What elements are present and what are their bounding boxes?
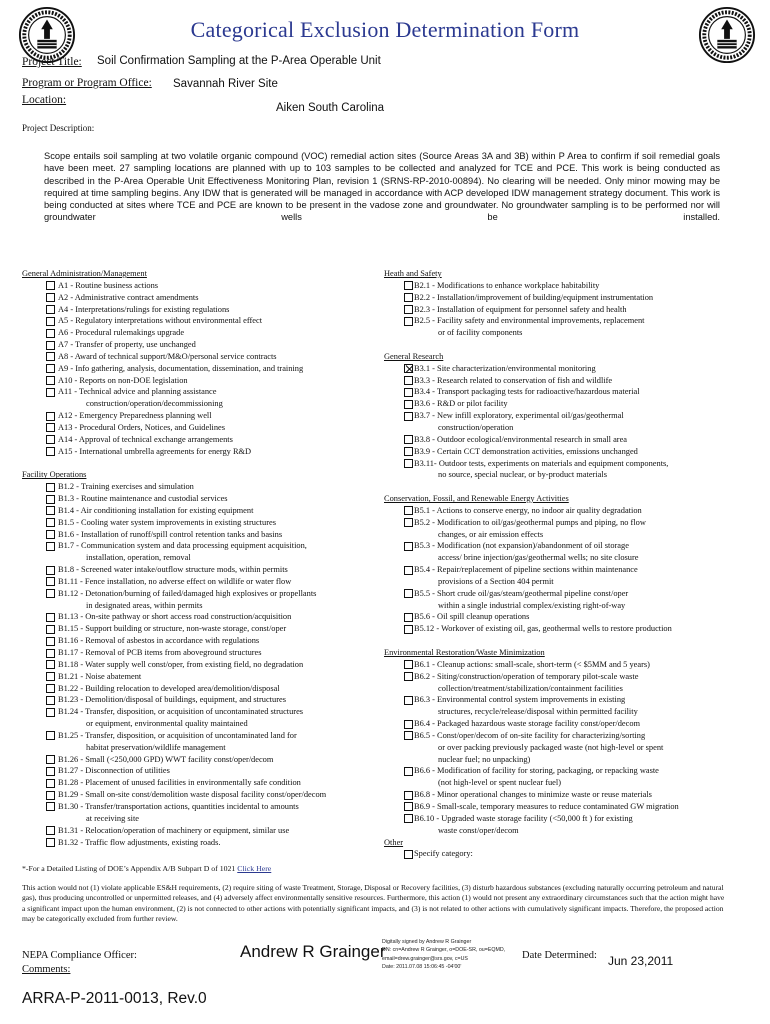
checkbox[interactable]: [404, 435, 413, 444]
category-item: [22, 671, 387, 683]
category-item: [384, 564, 744, 576]
checkbox[interactable]: [46, 341, 55, 350]
checkbox[interactable]: [46, 684, 55, 693]
category-item-label: B1.31 - Relocation/operation of machinery or equipment, similar use: [58, 825, 290, 835]
checkbox[interactable]: [404, 731, 413, 740]
program-value: Savannah River Site: [173, 78, 278, 90]
project-description-text: Scope entails soil sampling at two volatile organic compound (VOC) remedial action sites (Source Areas 3A and 3B) within P Area to confirm if soil remedial goals have been meet. 27 sampling locations are planned with up to 103 samples to be collected and analyzed for TCE and PCE. This work is being conducted as described in the P-Area Operable Unit Effectiveness Monitoring Plan, revision 1 (SRNS-RP-2010-00894). No clearing will be needed. Only minor mowing may be required at time sampling begins. Any IDW that is generated will be managed in accordance with ACP developed IDW management strategy document. This work is being conducted at sites where TCE and PCE are known to be present in the vadose zone and groundwater. No groundwater sampling is to be performed nor will groundwater wells be installed.: [44, 151, 720, 223]
category-item-continuation: construction/operation: [438, 422, 514, 432]
category-item-label: A10 - Reports on non-DOE legislation: [58, 375, 188, 385]
category-item-label: B3.9 - Certain CCT demonstration activities, emissions unchanged: [414, 446, 638, 456]
spacer: [22, 458, 387, 470]
category-item: [22, 446, 387, 458]
section-heading: Heath and Safety: [384, 269, 442, 278]
project-title-value: Soil Confirmation Sampling at the P-Area Operable Unit: [97, 55, 381, 67]
category-item-continuation: installation, operation, removal: [86, 553, 191, 563]
checkbox[interactable]: [46, 447, 55, 456]
checkbox[interactable]: [46, 435, 55, 444]
checkbox[interactable]: [46, 838, 55, 847]
category-item: [22, 576, 387, 588]
category-item: [384, 517, 744, 529]
category-item-label: B1.24 - Transfer, disposition, or acquisition of uncontaminated structures: [58, 707, 304, 717]
checkbox[interactable]: [404, 613, 413, 622]
category-item-label: A14 - Approval of technical exchange arrangements: [58, 434, 233, 444]
category-item-continuation: nuclear fuel; no unpacking): [438, 754, 531, 764]
category-item-label: B5.5 - Short crude oil/gas/steam/geothermal pipeline const/oper: [414, 588, 629, 598]
category-item-label: B1.7 - Communication system and data processing equipment acquisition,: [58, 541, 307, 551]
digital-signature-line: Digitally signed by Andrew R Grainger: [382, 939, 472, 945]
category-item: [384, 659, 744, 671]
category-item-continuation: within a single industrial complex/existing right-of-way: [438, 600, 626, 610]
category-item: [22, 623, 387, 635]
category-item: [22, 363, 387, 375]
checkbox[interactable]: [46, 589, 55, 598]
category-item-label: B1.22 - Building relocation to developed area/demolition/disposal: [58, 683, 280, 693]
category-item: [22, 505, 387, 517]
category-item: [22, 647, 387, 659]
click-here-link[interactable]: Click Here: [237, 864, 272, 873]
category-item-continuation: no source, special nuclear, or by-product materials: [438, 470, 607, 480]
category-item: [22, 730, 387, 742]
checkbox[interactable]: [46, 317, 55, 326]
category-item: [22, 540, 387, 552]
category-item: [22, 315, 387, 327]
category-item-label: B2.3 - Installation of equipment for personnel safety and health: [414, 304, 627, 314]
checkbox[interactable]: [46, 352, 55, 361]
category-item: [22, 434, 387, 446]
checkbox[interactable]: [404, 850, 413, 859]
category-item-label: B3.3 - Research related to conservation of fish and wildlife: [414, 375, 613, 385]
checkbox[interactable]: [404, 376, 413, 385]
category-item-label: B6.2 - Siting/construction/operation of temporary pilot-scale waste: [414, 671, 639, 681]
category-item: [384, 398, 744, 410]
category-item-label: B2.2 - Installation/improvement of building/equipment instrumentation: [414, 292, 654, 302]
category-item: [384, 386, 744, 398]
category-item-label: B6.4 - Packaged hazardous waste storage facility const/oper/decom: [414, 719, 641, 729]
category-item-label: B1.3 - Routine maintenance and custodial services: [58, 494, 228, 504]
category-item: [22, 659, 387, 671]
checkbox[interactable]: [404, 293, 413, 302]
spacer: [384, 339, 744, 351]
checkbox[interactable]: [46, 672, 55, 681]
category-item: [22, 304, 387, 316]
category-item: [22, 422, 387, 434]
section-heading: General Research: [384, 351, 444, 361]
category-item-continuation: collection/treatment/stabilization/containment facilities: [438, 683, 623, 693]
category-item: [384, 292, 744, 304]
category-item-label: A7 - Transfer of property, use unchanged: [58, 340, 196, 350]
checkbox[interactable]: [46, 660, 55, 669]
category-item: [384, 694, 744, 706]
category-item: [384, 410, 744, 422]
category-item-label: B6.10 - Upgraded waste storage facility (<50,000 ft ) for existing: [414, 813, 633, 823]
checkbox[interactable]: [404, 767, 413, 776]
category-item-label: B1.30 - Transfer/transportation actions, quantities incidental to amounts: [58, 801, 299, 811]
checkbox[interactable]: [404, 589, 413, 598]
project-title-label: Project Title:: [22, 56, 82, 68]
category-item-label: Specify category:: [414, 849, 473, 859]
checkbox[interactable]: [404, 672, 413, 681]
category-item-continuation: access/ brine injection/gas/geothermal wells; no site closure: [438, 553, 639, 563]
category-item-label: B3.8 - Outdoor ecological/environmental research in small area: [414, 434, 628, 444]
checkbox[interactable]: [46, 412, 55, 421]
category-item-label: B1.2 - Training exercises and simulation: [58, 482, 194, 492]
category-item-continuation: or of facility components: [438, 328, 523, 338]
section-heading: General Administration/Management: [22, 269, 147, 278]
category-item-label: B2.5 - Facility safety and environmental improvements, replacement: [414, 316, 645, 326]
checkbox[interactable]: [404, 305, 413, 314]
category-item-label: A9 - Info gathering, analysis, documentation, dissemination, and training: [58, 363, 304, 373]
checkbox[interactable]: [46, 708, 55, 717]
checkbox[interactable]: [404, 518, 413, 527]
category-item-label: A13 - Procedural Orders, Notices, and Guidelines: [58, 422, 225, 432]
checkbox[interactable]: [404, 317, 413, 326]
section-heading: Facility Operations: [22, 470, 87, 480]
checkbox[interactable]: [46, 696, 55, 705]
category-item: [22, 777, 387, 789]
category-item-label: B5.1 - Actions to conserve energy, no indoor air quality degradation: [414, 505, 642, 515]
category-item-label: B5.4 - Repair/replacement of pipeline sections within maintenance: [414, 565, 638, 575]
category-item: [22, 635, 387, 647]
left-category-column: [22, 268, 387, 848]
category-item-continuation: changes, or air emission effects: [438, 529, 544, 539]
category-item-continuation: construction/operation/decommissioning: [86, 399, 223, 409]
category-item-continuation: habitat preservation/wildlife management: [86, 742, 226, 752]
category-item-continuation: in designated areas, within permits: [86, 600, 203, 610]
category-item: [384, 280, 744, 292]
category-item-continuation: structures, recycle/release/disposal within permitted facility: [438, 707, 638, 717]
category-item: [384, 363, 744, 375]
location-label: Location:: [22, 94, 67, 106]
digital-signature-line: DN: cn=Andrew R Grainger, o=DOE-SR, ou=EQMD,: [382, 947, 506, 954]
category-item: [384, 611, 744, 623]
category-item: [22, 481, 387, 493]
category-item-label: A11 - Technical advice and planning assistance: [58, 387, 217, 397]
category-item-label: B1.21 - Noise abatement: [58, 671, 142, 681]
category-item: [384, 375, 744, 387]
checkbox[interactable]: [404, 459, 413, 468]
checkbox[interactable]: [46, 376, 55, 385]
checkbox[interactable]: [404, 814, 413, 823]
category-item-label: B1.28 - Placement of unused facilities in environmentally safe condition: [58, 778, 301, 788]
category-item: [22, 375, 387, 387]
category-item-continuation: provisions of a Section 404 permit: [438, 576, 554, 586]
category-item: [384, 588, 744, 600]
category-item: [22, 789, 387, 801]
checkbox[interactable]: [404, 696, 413, 705]
category-item-label: B1.12 - Detonation/burning of failed/damaged high explosives or propellants: [58, 588, 317, 598]
category-item: [384, 789, 744, 801]
checkbox[interactable]: [404, 625, 413, 634]
category-item: [22, 801, 387, 813]
category-item-label: B1.27 - Disconnection of utilities: [58, 766, 170, 776]
checkbox[interactable]: [46, 388, 55, 397]
category-item-label: A12 - Emergency Preparedness planning well: [58, 411, 212, 421]
checkbox[interactable]: [404, 542, 413, 551]
category-item: [22, 280, 387, 292]
category-item-continuation: or equipment, environmental quality maintained: [86, 719, 248, 729]
digital-signature-line: Date: 2011.07.08 15:06:45 -04'00': [382, 963, 462, 970]
category-item-continuation: at receiving site: [86, 813, 140, 823]
category-item-label: B5.2 - Modification to oil/gas/geothermal pumps and piping, no flow: [414, 517, 646, 527]
category-item-label: B2.1 - Modifications to enhance workplace habitability: [414, 280, 600, 290]
checkbox[interactable]: [404, 720, 413, 729]
category-item: [22, 339, 387, 351]
category-item: [384, 848, 744, 860]
category-item: [384, 505, 744, 517]
checkbox[interactable]: [46, 364, 55, 373]
checkbox[interactable]: [46, 731, 55, 740]
category-item: [22, 292, 387, 304]
category-item-label: A4 - Interpretations/rulings for existing regulations: [58, 304, 230, 314]
category-item-label: B6.3 - Environmental control system improvements in existing: [414, 695, 626, 705]
category-item-label: B1.25 - Transfer, disposition, or acquisition of uncontaminated land for: [58, 730, 297, 740]
category-item: [384, 434, 744, 446]
checkbox[interactable]: [404, 388, 413, 397]
form-title: Categorical Exclusion Determination Form: [190, 17, 580, 42]
checkbox[interactable]: [46, 826, 55, 835]
category-item: [22, 517, 387, 529]
checkbox[interactable]: [404, 506, 413, 515]
digital-signature-line: email=drew.grainger@srs.gov, c=US: [382, 955, 468, 962]
category-item-continuation: waste const/oper/decom: [438, 825, 519, 835]
category-item: [22, 837, 387, 849]
project-description-label: Project Description:: [22, 123, 95, 133]
category-item-label: B6.1 - Cleanup actions: small-scale, short-term (< $5MM and 5 years): [414, 659, 650, 669]
category-item-label: A1 - Routine business actions: [58, 280, 159, 290]
category-item: [22, 706, 387, 718]
checkbox[interactable]: [46, 293, 55, 302]
spacer: [384, 481, 744, 493]
checkbox[interactable]: [46, 305, 55, 314]
category-item: [22, 493, 387, 505]
category-item-label: B6.8 - Minor operational changes to minimize waste or reuse materials: [414, 790, 652, 800]
category-item: [384, 540, 744, 552]
checkbox[interactable]: [404, 412, 413, 421]
category-item-label: B1.8 - Screened water intake/outflow structure mods, within permits: [58, 565, 288, 575]
category-item: [22, 410, 387, 422]
category-item-label: B1.4 - Air conditioning installation for existing equipment: [58, 505, 254, 515]
checkbox[interactable]: [404, 791, 413, 800]
checkbox[interactable]: [46, 755, 55, 764]
checkbox[interactable]: [46, 625, 55, 634]
category-item-label: A8 - Award of technical support/M&O/personal service contracts: [58, 351, 277, 361]
category-item: [384, 801, 744, 813]
checkbox[interactable]: [46, 542, 55, 551]
section-heading: Conservation, Fossil, and Renewable Energy Activities: [384, 494, 569, 504]
checkbox[interactable]: [404, 281, 413, 290]
date-determined-value: Jun 23,2011: [608, 954, 674, 968]
category-item-label: A6 - Procedural rulemakings upgrade: [58, 328, 185, 338]
category-item-label: B1.11 - Fence installation, no adverse effect on wildlife or water flow: [58, 576, 292, 586]
category-item: [384, 315, 744, 327]
location-value: Aiken South Carolina: [276, 102, 385, 114]
checkbox[interactable]: [404, 566, 413, 575]
category-item-label: B1.13 - On-site pathway or short access road construction/acquisition: [58, 612, 292, 622]
category-item-label: B5.3 - Modification (not expansion)/abandonment of oil storage: [414, 541, 629, 551]
category-item: [22, 683, 387, 695]
category-item: [22, 327, 387, 339]
category-item: [22, 529, 387, 541]
checkbox[interactable]: [46, 566, 55, 575]
checkbox[interactable]: [46, 506, 55, 515]
category-item-label: B1.16 - Removal of asbestos in accordance with regulations: [58, 636, 260, 646]
category-item-label: A5 - Regulatory interpretations without environmental effect: [58, 316, 263, 326]
category-item-label: B1.23 - Demolition/disposal of buildings, equipment, and structures: [58, 695, 286, 705]
checkbox[interactable]: [46, 329, 55, 338]
nepa-officer-label: NEPA Compliance Officer:: [22, 950, 137, 961]
category-item: [22, 351, 387, 363]
category-item-label: B6.5 - Const/oper/decom of on-site facility for characterizing/sorting: [414, 730, 646, 740]
category-item-label: B3.11- Outdoor tests, experiments on materials and equipment components,: [414, 458, 669, 468]
checkbox[interactable]: [46, 281, 55, 290]
section-heading: Environmental Restoration/Waste Minimization: [384, 648, 545, 657]
category-item: [22, 588, 387, 600]
program-label: Program or Program Office:: [22, 77, 152, 89]
checkbox[interactable]: [46, 530, 55, 539]
checkbox[interactable]: [46, 495, 55, 504]
determination-statement: This action would not (1) violate applicable ES&H requirements, (2) require siting of waste Treatment, Storage, Disposal or Recovery facilities, (3) disturb hazardous substances (excluding naturally occurring petroleum and natural gas), thus producing uncontrolled or unpermitted releases, and (4) adversely affect environmentally sensitive resources. Furthermore, this action (1) would not present any extraordinary circumstances such that the action might have a significant impact upon the human environment, (2) is not connected to other actions with potentially significant impacts, and (3) is not related to other actions with cumulatively significant impacts. Therefore, the proposed action may be categorically excluded from further review.: [22, 883, 725, 923]
spacer: [384, 635, 744, 647]
checkbox[interactable]: [46, 613, 55, 622]
category-item-label: B1.32 - Traffic flow adjustments, existing roads.: [58, 837, 221, 847]
category-item-label: B1.29 - Small on-site const/demolition waste disposal facility const/oper/decom: [58, 790, 327, 800]
checkbox[interactable]: [46, 483, 55, 492]
checkbox[interactable]: [46, 423, 55, 432]
category-item-label: B5.12 - Workover of existing oil, gas, geothermal wells to restore production: [414, 624, 672, 634]
right-category-column: [384, 268, 744, 860]
category-item-label: B1.5 - Cooling water system improvements in existing structures: [58, 517, 276, 527]
checkbox[interactable]: [404, 447, 413, 456]
checkbox[interactable]: [404, 802, 413, 811]
category-item-label: B3.6 - R&D or pilot facility: [414, 399, 508, 409]
category-item: [384, 446, 744, 458]
category-item-label: B3.7 - New infill exploratory, experimental oil/gas/geothermal: [414, 411, 624, 421]
category-item-continuation: or over packing previously packaged waste (not high-level or spent: [438, 742, 664, 752]
category-item-label: B6.6 - Modification of facility for storing, packaging, or repacking waste: [414, 766, 659, 776]
checkbox[interactable]: [46, 518, 55, 527]
category-item: [384, 718, 744, 730]
checkbox[interactable]: [46, 779, 55, 788]
category-item: [384, 458, 744, 470]
category-item: [384, 813, 744, 825]
category-item: [22, 694, 387, 706]
footnote: [22, 864, 271, 873]
category-item: [384, 671, 744, 683]
checkbox[interactable]: [46, 637, 55, 646]
checkbox[interactable]: [46, 649, 55, 658]
signature-name: Andrew R Grainger: [240, 942, 386, 961]
category-item: [22, 611, 387, 623]
checkbox[interactable]: [404, 660, 413, 669]
date-determined-label: Date Determined:: [522, 950, 597, 961]
category-item-label: A2 - Administrative contract amendments: [58, 292, 199, 302]
category-item-label: B1.6 - Installation of runoff/spill control retention tanks and basins: [58, 529, 283, 539]
category-item-label: B5.6 - Oil spill cleanup operations: [414, 612, 530, 622]
section-heading: Other: [384, 837, 404, 847]
category-item: [384, 304, 744, 316]
digital-signature-block: [382, 938, 505, 971]
checkbox[interactable]: [46, 767, 55, 776]
category-item: [22, 564, 387, 576]
document-id: ARRA-P-2011-0013, Rev.0: [22, 990, 207, 1007]
comments-label: Comments:: [22, 964, 71, 975]
footnote-text: *-For a Detailed Listing of DOE’s Appendix A/B Subpart D of 1021: [22, 864, 236, 873]
checkbox[interactable]: [46, 577, 55, 586]
checked-checkbox[interactable]: [404, 364, 413, 373]
category-item: [22, 754, 387, 766]
checkbox[interactable]: [404, 400, 413, 409]
category-item-label: B3.4 - Transport packaging tests for radioactive/hazardous material: [414, 387, 640, 397]
checkbox[interactable]: [46, 791, 55, 800]
category-item: [22, 765, 387, 777]
category-item: [384, 765, 744, 777]
category-item-label: B1.18 - Water supply well const/oper, from existing field, no degradation: [58, 659, 304, 669]
category-item: [22, 386, 387, 398]
category-item: [384, 730, 744, 742]
category-item: [384, 623, 744, 635]
category-item-label: B6.9 - Small-scale, temporary measures to reduce contaminated GW migration: [414, 801, 679, 811]
category-item-label: B1.15 - Support building or structure, non-waste storage, const/oper: [58, 624, 287, 634]
category-item: [22, 825, 387, 837]
category-item-label: A15 - International umbrella agreements for energy R&D: [58, 446, 252, 456]
category-item-continuation: (not high-level or spent nuclear fuel): [438, 778, 562, 788]
category-item-label: B1.26 - Small (<250,000 GPD) WWT facility const/oper/decom: [58, 754, 274, 764]
category-item-label: B3.1 - Site characterization/environmental monitoring: [414, 363, 596, 373]
checkbox[interactable]: [46, 802, 55, 811]
category-item-label: B1.17 - Removal of PCB items from aboveground structures: [58, 648, 262, 657]
